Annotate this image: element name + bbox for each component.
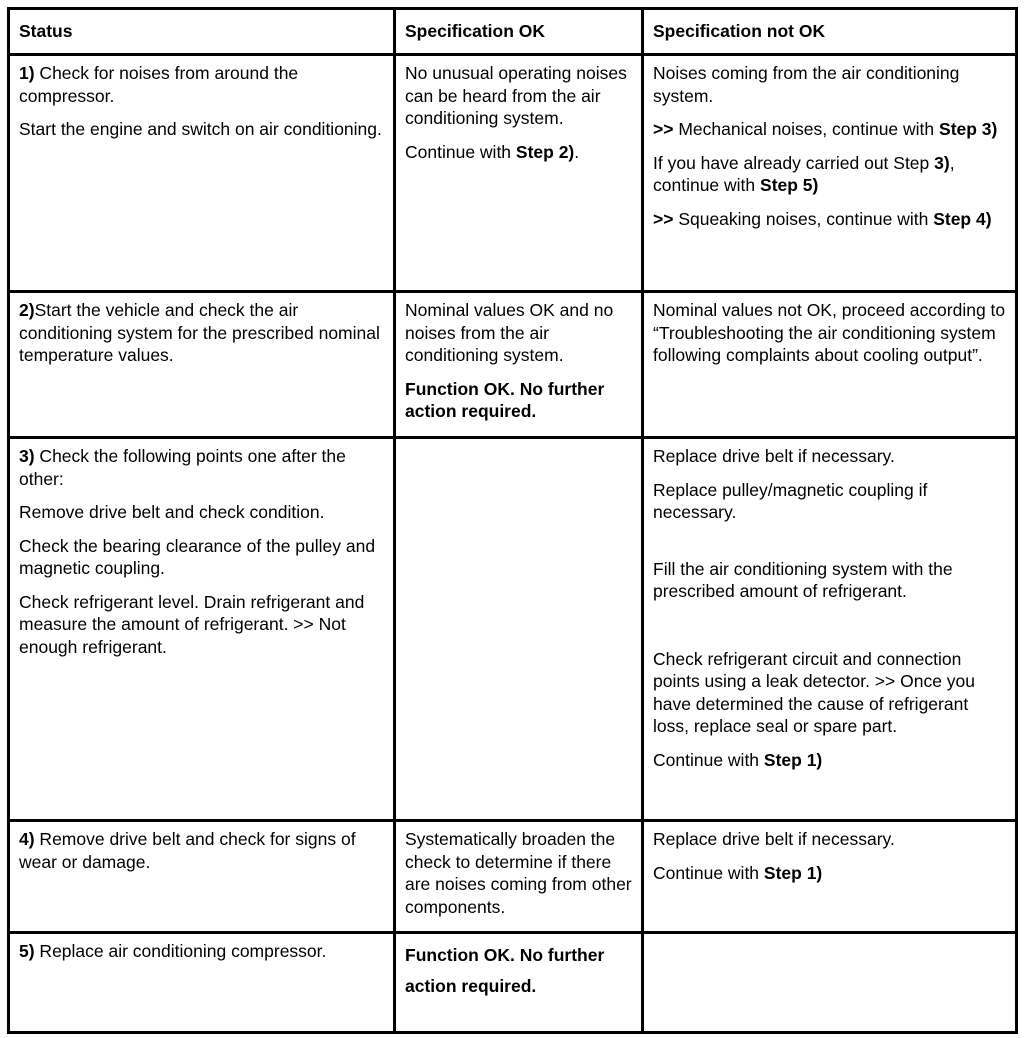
row1-ok-cell <box>395 55 643 292</box>
row2-status-text: 2)Start the vehicle and check the air conditioning system for the prescribed nominal temperature values. <box>19 300 380 365</box>
row3-step-number: 3) <box>19 446 35 466</box>
row5-step-number: 5) <box>19 941 35 961</box>
row5-status-cell <box>9 933 395 1033</box>
row5-ok-bold: Function OK. No further action required. <box>405 945 605 996</box>
row1-nok-already: If you have already carried out Step 3), continue with Step 5) <box>653 152 955 195</box>
row2-status-cell <box>9 292 395 438</box>
row4-nok-continue: Continue with Step 1) <box>653 862 823 883</box>
row2-not-ok-cell <box>643 292 1017 438</box>
row4-not-ok-cell <box>643 821 1017 933</box>
row3-status-p2: Remove drive belt and check condition. <box>19 502 325 522</box>
row2-ok-text: Nominal values OK and no noises from the air conditioning system. <box>405 300 614 365</box>
row3-status-text: 3) Check the following points one after the other: <box>19 446 346 489</box>
row2-ok-cell <box>395 292 643 438</box>
row1-status-cell <box>9 55 395 292</box>
row3-nok-p1: Replace drive belt if necessary. <box>653 446 895 466</box>
row3-status-p3: Check the bearing clearance of the pulley and magnetic coupling. <box>19 535 376 578</box>
row4-ok-text: Systematically broaden the check to determine if there are noises coming from other components. <box>405 829 632 917</box>
row4-nok-p1: Replace drive belt if necessary. <box>653 829 895 849</box>
row3-nok-continue: Continue with Step 1) <box>653 749 823 770</box>
header-spec-ok: Specification OK <box>395 9 643 55</box>
row3-status-p4: Check refrigerant level. Drain refrigerant and measure the amount of refrigerant. >> Not enough refrigerant. <box>19 591 365 657</box>
row2-ok-bold: Function OK. No further action required. <box>405 378 605 421</box>
header-status: Status <box>9 9 395 55</box>
table-row <box>9 438 1017 821</box>
row1-status-text: 1) Check for noises from around the compressor. <box>19 63 299 106</box>
row4-step-number: 4) <box>19 829 35 849</box>
table-row <box>9 821 1017 933</box>
row4-status-cell <box>9 821 395 933</box>
row3-ok-cell <box>395 438 643 821</box>
header-row <box>9 9 1017 55</box>
table-row <box>9 933 1017 1033</box>
row1-status-text2: Start the engine and switch on air conditioning. <box>19 119 382 139</box>
row1-nok-mechanical: >> Mechanical noises, continue with Step 3) <box>653 119 998 139</box>
row5-not-ok-cell <box>643 933 1017 1033</box>
row1-step-number: 1) <box>19 63 35 83</box>
row1-ok-text: No unusual operating noises can be heard from the air conditioning system. <box>405 63 627 128</box>
row1-not-ok-cell <box>643 55 1017 292</box>
row3-nok-p2: Replace pulley/magnetic coupling if necessary. <box>653 479 928 522</box>
table-row <box>9 55 1017 292</box>
row4-status-text: 4) Remove drive belt and check for signs of wear or damage. <box>19 829 356 872</box>
row3-status-cell <box>9 438 395 821</box>
row2-nok-text: Nominal values not OK, proceed according to “Troubleshooting the air conditioning system following complaints about cooling output”. <box>653 300 1006 365</box>
header-spec-not-ok: Specification not OK <box>643 9 1017 55</box>
row4-ok-cell <box>395 821 643 933</box>
troubleshooting-table <box>7 7 1018 1034</box>
row1-nok-squeaking: >> Squeaking noises, continue with Step 4) <box>653 208 992 229</box>
row3-nok-p3: Fill the air conditioning system with the prescribed amount of refrigerant. <box>653 558 953 601</box>
row1-ok-continue: Continue with Step 2). <box>405 141 580 162</box>
row3-nok-p4: Check refrigerant circuit and connection points using a leak detector. >> Once you have determined the cause of refrigerant loss, replace seal or spare part. <box>653 648 976 736</box>
table-row <box>9 292 1017 438</box>
row2-step-number: 2) <box>19 300 35 320</box>
row1-nok-text: Noises coming from the air conditioning system. <box>653 63 960 106</box>
row5-status-text: 5) Replace air conditioning compressor. <box>19 941 327 961</box>
row5-ok-cell <box>395 933 643 1033</box>
row3-not-ok-cell <box>643 438 1017 821</box>
